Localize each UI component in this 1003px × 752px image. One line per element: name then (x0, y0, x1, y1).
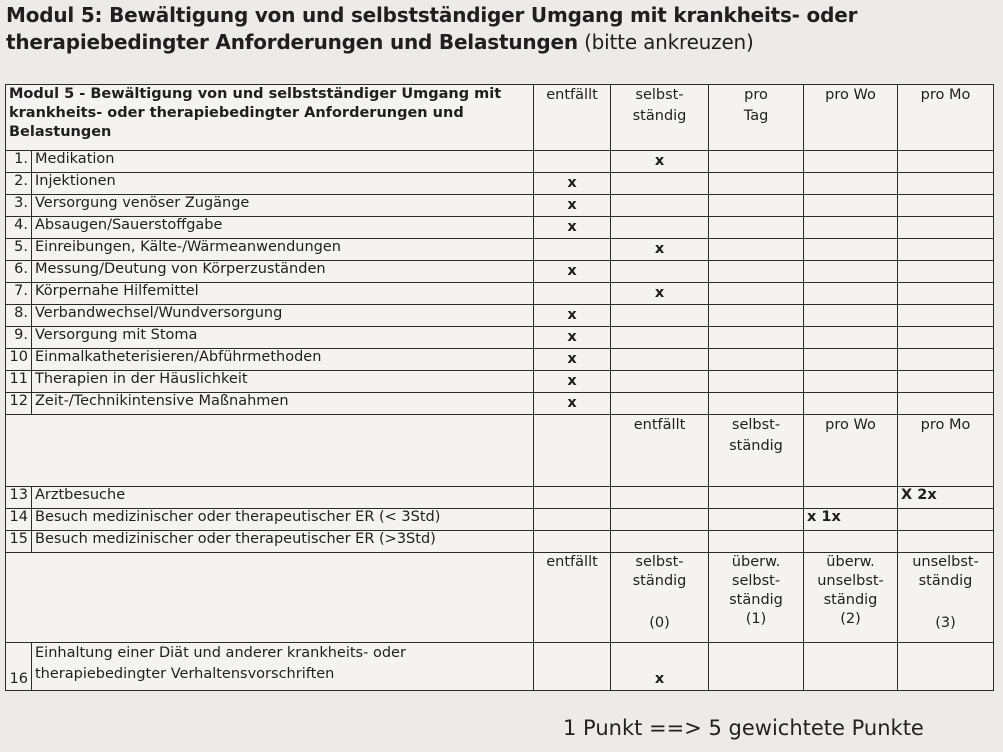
mark-cell-pro-tag[interactable] (709, 393, 804, 415)
section1-rows (6, 151, 994, 415)
mark-cell-selbststaendig[interactable] (611, 393, 709, 415)
section2-col-selbststaendig-header: selbst- ständig (709, 415, 804, 487)
mark-cell-selbststaendig[interactable] (611, 261, 709, 283)
mark-cell-ueberw-unselbststaendig[interactable] (804, 643, 898, 691)
section3-header-blank (6, 553, 534, 643)
mark-cell-selbststaendig[interactable] (611, 195, 709, 217)
mark-cell-pro-tag[interactable] (709, 173, 804, 195)
row-number: 12 (6, 393, 32, 415)
mark-cell-entfaellt[interactable]: x (534, 217, 611, 239)
mark-cell-entfaellt[interactable] (534, 239, 611, 261)
table-row (6, 327, 994, 349)
row-number: 8. (6, 305, 32, 327)
mark-cell-pro-wo[interactable]: x 1x (804, 509, 898, 531)
row-number: 16 (6, 643, 32, 691)
mark-cell-pro-wo[interactable] (804, 487, 898, 509)
mark-cell-pro-tag[interactable] (709, 261, 804, 283)
mark-cell-pro-mo[interactable] (898, 393, 994, 415)
mark-cell-pro-tag[interactable] (709, 305, 804, 327)
mark-cell-pro-mo[interactable] (898, 239, 994, 261)
module-heading-title: Modul 5: Bewältigung von und selbstständiger Umgang mit krankheits- oder therapiebedingter Anforderungen und Belastungen (6, 3, 858, 54)
mark-cell-pro-tag[interactable] (709, 487, 804, 509)
mark-cell-pro-tag[interactable] (709, 327, 804, 349)
table-row (6, 305, 994, 327)
row-label: Medikation (32, 151, 534, 173)
mark-cell-pro-mo[interactable] (898, 173, 994, 195)
row-number: 7. (6, 283, 32, 305)
mark-cell-pro-mo[interactable] (898, 283, 994, 305)
table-row (6, 261, 994, 283)
mark-cell-pro-wo[interactable] (804, 261, 898, 283)
mark-cell-pro-mo[interactable] (898, 217, 994, 239)
rating-col-3-label: überw. unselbst- ständig (817, 554, 884, 608)
mark-cell-pro-wo[interactable] (804, 217, 898, 239)
mark-cell-entfaellt[interactable]: x (534, 173, 611, 195)
mark-cell-pro-wo[interactable] (804, 195, 898, 217)
mark-cell-pro-mo[interactable] (898, 195, 994, 217)
col-pro-tag-header: pro Tag (709, 85, 804, 151)
section2-col-pro-mo-header: pro Mo (898, 415, 994, 487)
table-row (6, 531, 994, 553)
mark-cell-entfaellt[interactable] (534, 487, 611, 509)
col-pro-wo-header: pro Wo (804, 85, 898, 151)
row-label: Absaugen/Sauerstoffgabe (32, 217, 534, 239)
mark-cell-entfaellt[interactable]: x (534, 305, 611, 327)
mark-cell-selbststaendig[interactable] (611, 531, 709, 553)
mark-cell-selbststaendig[interactable]: x (611, 151, 709, 173)
mark-cell-selbststaendig[interactable]: x (611, 239, 709, 261)
mark-cell-ueberw-selbststaendig[interactable] (709, 643, 804, 691)
mark-cell-pro-mo[interactable] (898, 349, 994, 371)
mark-cell-pro-wo[interactable] (804, 151, 898, 173)
mark-cell-entfaellt[interactable] (534, 509, 611, 531)
table-row (6, 195, 994, 217)
section2-col-entfaellt-header: entfällt (611, 415, 709, 487)
mark-cell-pro-wo[interactable] (804, 371, 898, 393)
row-label: Zeit-/Technikintensive Maßnahmen (32, 393, 534, 415)
row-number: 2. (6, 173, 32, 195)
mark-cell-entfaellt[interactable] (534, 643, 611, 691)
mark-cell-pro-mo[interactable] (898, 509, 994, 531)
mark-cell-entfaellt[interactable]: x (534, 195, 611, 217)
mark-cell-pro-mo[interactable] (898, 327, 994, 349)
rating-col-1-label: selbst- ständig (632, 554, 687, 589)
row-label: Verbandwechsel/Wundversorgung (32, 305, 534, 327)
table-row (6, 151, 994, 173)
mark-cell-pro-tag[interactable] (709, 195, 804, 217)
section1-header-row (6, 85, 994, 151)
mark-cell-pro-wo[interactable] (804, 239, 898, 261)
row-number: 14 (6, 509, 32, 531)
mark-cell-pro-wo[interactable] (804, 173, 898, 195)
col-selbststaendig-header: selbst- ständig (611, 85, 709, 151)
table-row (6, 643, 994, 691)
mark-cell-pro-tag[interactable] (709, 217, 804, 239)
mark-cell-entfaellt[interactable] (534, 531, 611, 553)
mark-cell-pro-wo[interactable] (804, 393, 898, 415)
mark-cell-entfaellt[interactable]: x (534, 261, 611, 283)
mark-cell-entfaellt[interactable]: x (534, 327, 611, 349)
rating-col-2-label: überw. selbst- ständig (729, 554, 783, 608)
section1-header-label: Modul 5 - Bewältigung von und selbstständiger Umgang mit krankheits- oder therapiebedingter Anforderungen und Belastungen (6, 85, 534, 151)
rating-col-2-level: (1) (745, 611, 767, 627)
row-number: 3. (6, 195, 32, 217)
mark-cell-selbststaendig[interactable] (611, 487, 709, 509)
points-note: 1 Punkt ==> 5 gewichtete Punkte (563, 716, 924, 740)
mark-cell-selbststaendig[interactable] (611, 217, 709, 239)
row-number: 11 (6, 371, 32, 393)
mark-cell-pro-mo[interactable] (898, 261, 994, 283)
mark-cell-entfaellt[interactable]: x (534, 371, 611, 393)
mark-cell-entfaellt[interactable]: x (534, 393, 611, 415)
mark-cell-pro-mo[interactable] (898, 371, 994, 393)
rating-col-4-label: unselbst- ständig (912, 554, 979, 589)
rating-col-4 (898, 553, 994, 643)
table-row (6, 349, 994, 371)
mark-cell-pro-tag[interactable] (709, 239, 804, 261)
table-row (6, 487, 994, 509)
mark-cell-selbststaendig[interactable] (611, 305, 709, 327)
row-number: 5. (6, 239, 32, 261)
row-number: 9. (6, 327, 32, 349)
mark-cell-pro-wo[interactable] (804, 349, 898, 371)
mark-cell-pro-wo[interactable] (804, 327, 898, 349)
col-entfaellt-header: entfällt (534, 85, 611, 151)
row-label: Therapien in der Häuslichkeit (32, 371, 534, 393)
section2-header-spacer (534, 415, 611, 487)
mark-cell-entfaellt[interactable]: x (534, 349, 611, 371)
rating-col-2 (709, 553, 804, 643)
mark-cell-selbststaendig[interactable] (611, 349, 709, 371)
rating-col-4-level: (3) (935, 615, 956, 631)
mark-cell-pro-tag[interactable] (709, 531, 804, 553)
row-label: Körpernahe Hilfemittel (32, 283, 534, 305)
mark-cell-selbststaendig[interactable] (611, 327, 709, 349)
table-row (6, 239, 994, 261)
mark-cell-pro-mo[interactable]: X 2x (898, 487, 994, 509)
table-row (6, 217, 994, 239)
mark-cell-pro-wo[interactable] (804, 283, 898, 305)
mark-cell-selbststaendig[interactable] (611, 371, 709, 393)
section2-col-pro-wo-header: pro Wo (804, 415, 898, 487)
mark-cell-pro-tag[interactable] (709, 283, 804, 305)
row-number: 6. (6, 261, 32, 283)
row-number: 15 (6, 531, 32, 553)
row-label: Besuch medizinischer oder therapeutischer ER (< 3Std) (32, 509, 534, 531)
mark-cell-entfaellt[interactable] (534, 151, 611, 173)
row-label: Einhaltung einer Diät und anderer krankheits- oder therapiebedingter Verhaltensvorschriften (32, 643, 534, 691)
mark-cell-entfaellt[interactable] (534, 283, 611, 305)
module-heading (6, 2, 996, 56)
mark-cell-selbststaendig[interactable]: x (611, 643, 709, 691)
mark-cell-selbststaendig[interactable]: x (611, 283, 709, 305)
row-label: Besuch medizinischer oder therapeutischer ER (>3Std) (32, 531, 534, 553)
table-row (6, 393, 994, 415)
col-pro-mo-header: pro Mo (898, 85, 994, 151)
mark-cell-pro-wo[interactable] (804, 305, 898, 327)
row-number: 4. (6, 217, 32, 239)
mark-cell-pro-wo[interactable] (804, 531, 898, 553)
section2-header-row (6, 415, 994, 487)
row-label: Injektionen (32, 173, 534, 195)
mark-cell-pro-mo[interactable] (898, 305, 994, 327)
table-row (6, 509, 994, 531)
row-label: Versorgung mit Stoma (32, 327, 534, 349)
row-label: Einmalkatheterisieren/Abführmethoden (32, 349, 534, 371)
rating-col-1-level: (0) (649, 615, 670, 631)
section3-header-row (6, 553, 994, 643)
row-label: Arztbesuche (32, 487, 534, 509)
mark-cell-selbststaendig[interactable] (611, 509, 709, 531)
table-row (6, 173, 994, 195)
row-label: Einreibungen, Kälte-/Wärmeanwendungen (32, 239, 534, 261)
rating-col-0-label: entfällt (546, 554, 598, 570)
row-label: Messung/Deutung von Körperzuständen (32, 261, 534, 283)
table-row (6, 371, 994, 393)
mark-cell-pro-tag[interactable] (709, 509, 804, 531)
section2-header-blank (6, 415, 534, 487)
rating-col-3 (804, 553, 898, 643)
row-label: Versorgung venöser Zugänge (32, 195, 534, 217)
mark-cell-unselbststaendig[interactable] (898, 643, 994, 691)
rating-col-3-level: (2) (840, 611, 861, 627)
row-number: 13 (6, 487, 32, 509)
assessment-table (5, 84, 994, 691)
section2-rows (6, 487, 994, 553)
mark-cell-pro-tag[interactable] (709, 349, 804, 371)
rating-col-0 (534, 553, 611, 643)
mark-cell-pro-tag[interactable] (709, 151, 804, 173)
row-number: 10 (6, 349, 32, 371)
mark-cell-selbststaendig[interactable] (611, 173, 709, 195)
rating-col-1 (611, 553, 709, 643)
table-row (6, 283, 994, 305)
mark-cell-pro-mo[interactable] (898, 151, 994, 173)
row-number: 1. (6, 151, 32, 173)
module-heading-hint: (bitte ankreuzen) (577, 30, 754, 54)
mark-cell-pro-tag[interactable] (709, 371, 804, 393)
mark-cell-pro-mo[interactable] (898, 531, 994, 553)
